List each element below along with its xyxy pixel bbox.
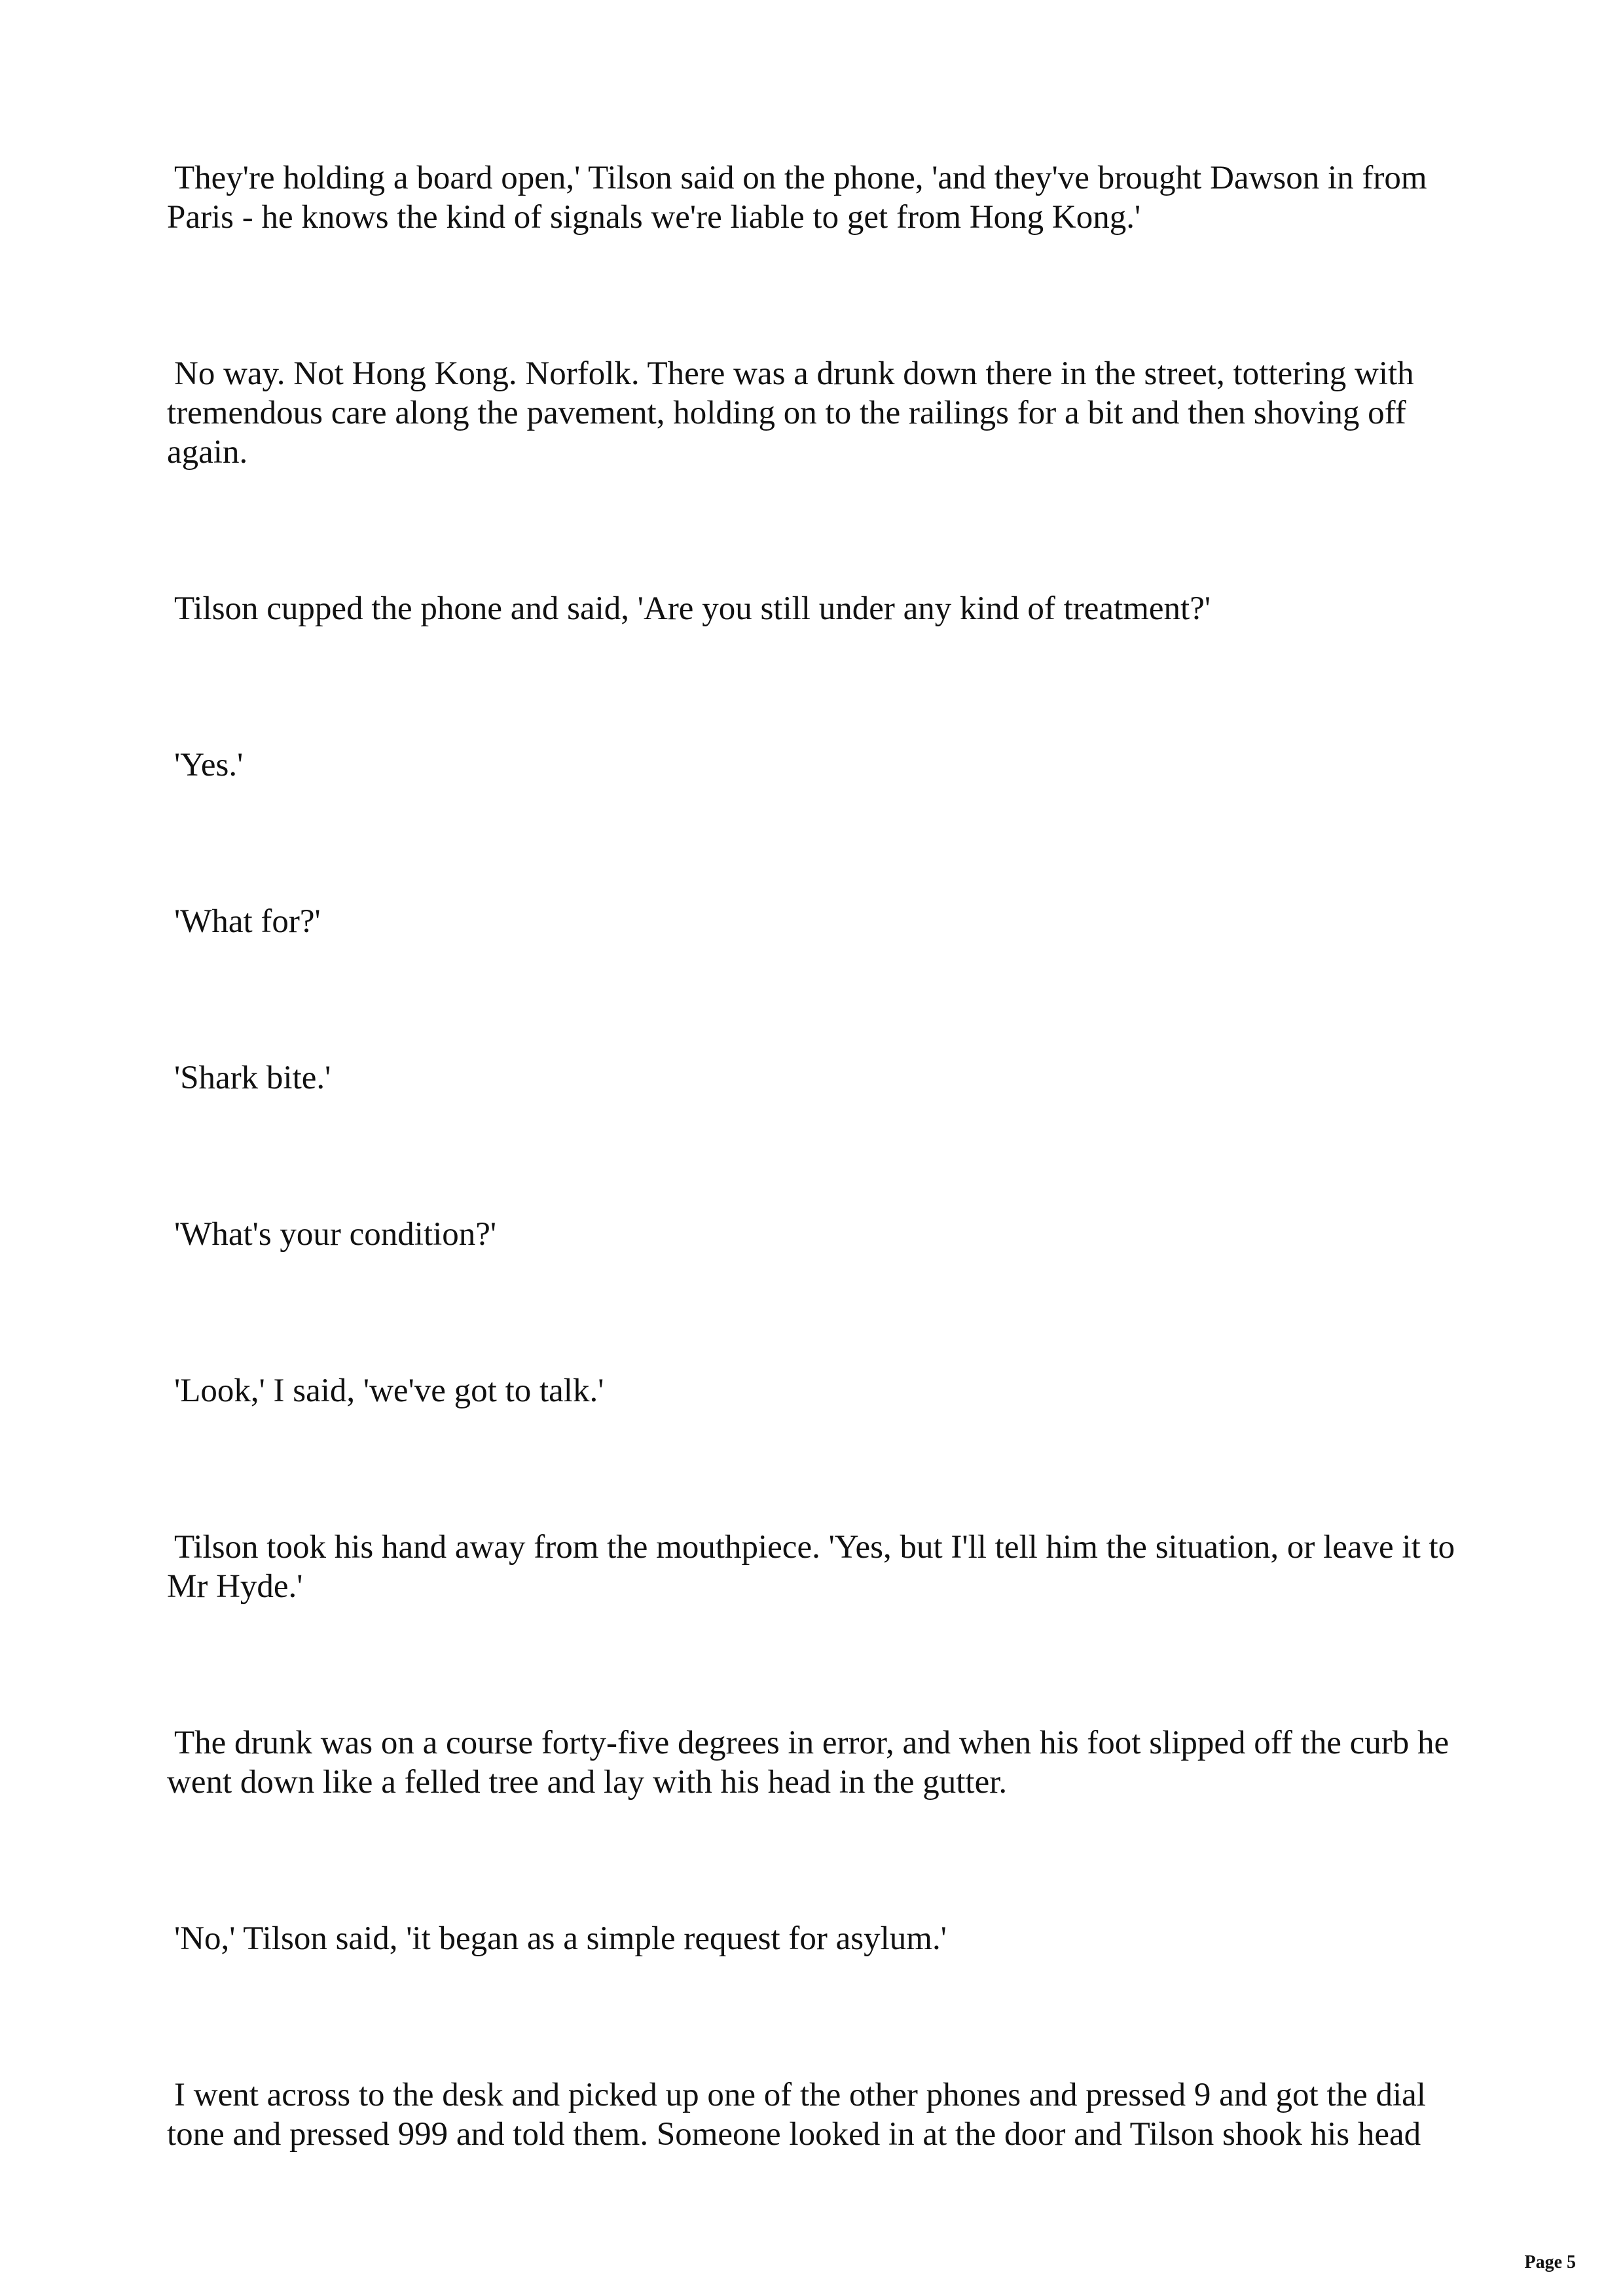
paragraph-line: Paris - he knows the kind of signals we're liable to get from Hong Kong.'	[167, 199, 1141, 236]
paragraph-line: 'Look,' I said, 'we've got to talk.'	[174, 1372, 604, 1409]
paragraph-line: Tilson cupped the phone and said, 'Are you still under any kind of treatment?'	[174, 590, 1211, 627]
paragraph	[167, 1919, 1555, 1958]
paragraph	[167, 1058, 1555, 1098]
paragraph	[167, 158, 1555, 237]
paragraph-line: 'Shark bite.'	[174, 1060, 331, 1096]
paragraph-line: 'What's your condition?'	[174, 1216, 497, 1253]
paragraph-line: 'No,' Tilson said, 'it began as a simple request for asylum.'	[174, 1920, 947, 1957]
paragraph	[167, 745, 1555, 785]
paragraph-line: I went across to the desk and picked up one of the other phones and pressed 9 and got the dial	[174, 2077, 1426, 2113]
text-body	[167, 158, 1555, 2154]
paragraph	[167, 1723, 1555, 1802]
paragraph-line: They're holding a board open,' Tilson said on the phone, 'and they've brought Dawson in from	[174, 160, 1427, 196]
paragraph-line: Mr Hyde.'	[167, 1568, 303, 1605]
paragraph-line: 'Yes.'	[174, 747, 244, 783]
paragraph-line: No way. Not Hong Kong. Norfolk. There was a drunk down there in the street, tottering with	[174, 355, 1414, 392]
paragraph-line: The drunk was on a course forty-five degrees in error, and when his foot slipped off the curb he	[174, 1725, 1450, 1761]
paragraph	[167, 1371, 1555, 1410]
paragraph	[167, 1528, 1555, 1606]
paragraph	[167, 1215, 1555, 1254]
paragraph-line: went down like a felled tree and lay with his head in the gutter.	[167, 1764, 1008, 1801]
paragraph	[167, 902, 1555, 941]
paragraph-line: tone and pressed 999 and told them. Someone looked in at the door and Tilson shook his head	[167, 2116, 1421, 2153]
paragraph	[167, 354, 1555, 472]
paragraph-line: 'What for?'	[174, 903, 321, 940]
paragraph	[167, 2075, 1555, 2154]
paragraph	[167, 589, 1555, 628]
paragraph-line: Tilson took his hand away from the mouthpiece. 'Yes, but I'll tell him the situation, or leave it to	[174, 1529, 1455, 1566]
page-number: Page 5	[1524, 2252, 1576, 2272]
paragraph-line: tremendous care along the pavement, holding on to the railings for a bit and then shoving off	[167, 395, 1406, 431]
paragraph-line: again.	[167, 434, 248, 471]
